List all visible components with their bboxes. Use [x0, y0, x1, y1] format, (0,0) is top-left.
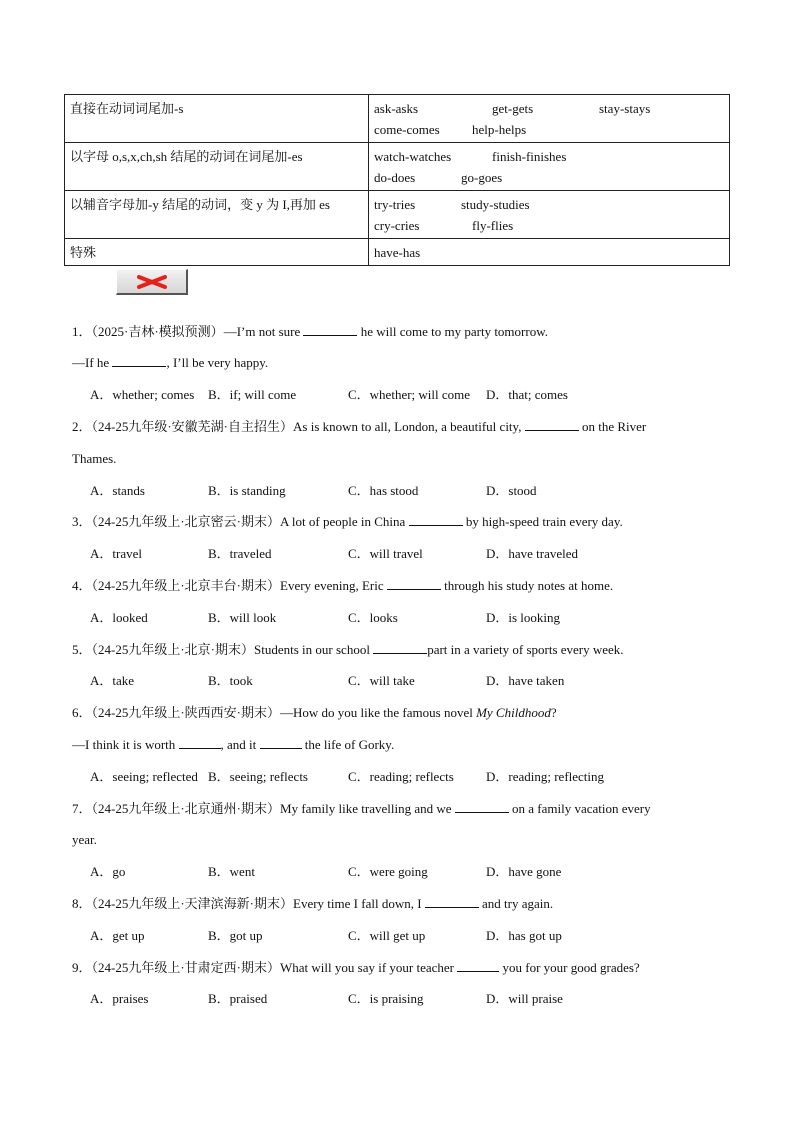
examples-cell [369, 143, 730, 191]
question-number: 8． [72, 896, 92, 911]
question-source: （24-25九年级·安徽芜湖·自主招生） [91, 419, 294, 434]
example-line [374, 119, 724, 140]
example: cry-cries [374, 218, 420, 233]
option-b[interactable]: B．is standing [208, 483, 286, 498]
answer-blank [525, 417, 579, 431]
answer-blank [457, 958, 499, 972]
option-a[interactable]: A．looked [90, 610, 148, 625]
question-text: through his study notes at home. [444, 578, 614, 593]
question-text: the life of Gorky. [304, 737, 395, 752]
question-text: , I’ll be very happy. [166, 355, 269, 370]
option-d[interactable]: D．stood [486, 483, 537, 498]
question-source: （24-25九年级上·北京通州·期末） [91, 801, 281, 816]
question-number: 1． [72, 324, 92, 339]
question-text: Every evening, Eric [280, 578, 384, 593]
answer-blank [409, 512, 463, 526]
option-d[interactable]: D．have taken [486, 673, 565, 688]
question-text: —I’m not sure [223, 324, 301, 339]
broken-image-placeholder [116, 269, 188, 295]
question-source: （24-25九年级上·陕西西安·期末） [91, 705, 281, 720]
question-number: 2． [72, 419, 92, 434]
example-line [374, 167, 724, 188]
option-b[interactable]: B．got up [208, 928, 263, 943]
option-d[interactable]: D．that; comes [486, 387, 568, 402]
question-source: （24-25九年级上·北京密云·期末） [91, 514, 281, 529]
option-c[interactable]: C．looks [348, 610, 398, 625]
question-source: （24-25九年级上·天津滨海新·期末） [91, 896, 294, 911]
examples-cell [369, 239, 730, 266]
question-text: Every time I fall down, I [293, 896, 422, 911]
rule-cell: 以辅音字母加-y 结尾的动词，变 y 为 I,再加 es [65, 191, 369, 239]
option-b[interactable]: B．if; will come [208, 387, 297, 402]
option-a[interactable]: A．seeing; reflected [90, 769, 198, 784]
examples-cell [369, 191, 730, 239]
verb-rules-table [64, 94, 730, 266]
question-5 [72, 640, 722, 660]
question-6-line2 [72, 735, 722, 755]
question-text: , and it [220, 737, 257, 752]
question-7-line2 [72, 830, 722, 850]
table-row [65, 239, 730, 266]
example: help-helps [472, 122, 527, 137]
option-d[interactable]: D．will praise [486, 991, 563, 1006]
example-line [374, 98, 724, 119]
option-c[interactable]: C．is praising [348, 991, 424, 1006]
question-text: —How do you like the famous novel [280, 705, 473, 720]
question-number: 7． [72, 801, 92, 816]
question-text: on the River [581, 419, 647, 434]
example: ask-asks [374, 101, 419, 116]
option-b[interactable]: B．went [208, 864, 255, 879]
example-line [374, 194, 724, 215]
option-c[interactable]: C．will take [348, 673, 415, 688]
answer-blank [112, 353, 166, 367]
question-2-line2 [72, 449, 722, 469]
question-text: he will come to my party tomorrow. [360, 324, 548, 339]
example: stay-stays [599, 101, 651, 116]
question-text: part in a variety of sports every week. [427, 642, 624, 657]
option-a[interactable]: A．go [90, 864, 126, 879]
question-4 [72, 576, 722, 596]
answer-blank [387, 576, 441, 590]
question-6 [72, 703, 722, 723]
option-a[interactable]: A．stands [90, 483, 145, 498]
option-b[interactable]: B．took [208, 673, 253, 688]
question-source: （24-25九年级上·北京·期末） [91, 642, 255, 657]
example: fly-flies [472, 218, 514, 233]
option-c[interactable]: C．reading; reflects [348, 769, 454, 784]
question-text: —If he [72, 355, 110, 370]
example-line [374, 146, 724, 167]
example: come-comes [374, 122, 440, 137]
example: study-studies [461, 197, 530, 212]
examples-cell [369, 95, 730, 143]
question-text: ? [550, 705, 557, 720]
rule-cell: 特殊 [65, 239, 369, 266]
question-text: Students in our school [254, 642, 370, 657]
question-text: —I think it is worth [72, 737, 176, 752]
option-b[interactable]: B．will look [208, 610, 277, 625]
option-d[interactable]: D．reading; reflecting [486, 769, 605, 784]
example: have-has [374, 245, 421, 260]
option-b[interactable]: B．traveled [208, 546, 272, 561]
question-text: As is known to all, London, a beautiful city, [293, 419, 522, 434]
question-text: and try again. [482, 896, 554, 911]
option-d[interactable]: D．is looking [486, 610, 561, 625]
answer-blank [455, 799, 509, 813]
question-number: 5． [72, 642, 92, 657]
example: get-gets [492, 101, 534, 116]
answer-blank [179, 735, 221, 749]
example: go-goes [461, 170, 503, 185]
option-c[interactable]: C．will get up [348, 928, 426, 943]
question-number: 9． [72, 960, 92, 975]
question-9 [72, 958, 722, 978]
question-text: My family like travelling and we [280, 801, 452, 816]
question-number: 3． [72, 514, 92, 529]
question-text: What will you say if your teacher [280, 960, 455, 975]
option-a[interactable]: A．whether; comes [90, 387, 195, 402]
option-c[interactable]: C．were going [348, 864, 428, 879]
question-source: （2025·吉林·模拟预测） [91, 324, 224, 339]
example: try-tries [374, 197, 416, 212]
novel-title: My Childhood [476, 705, 551, 720]
question-text: you for your good grades? [502, 960, 640, 975]
example: do-does [374, 170, 416, 185]
option-a[interactable]: A．get up [90, 928, 145, 943]
option-d[interactable]: D．have gone [486, 864, 562, 879]
example: finish-finishes [492, 149, 567, 164]
option-a[interactable]: A．travel [90, 546, 142, 561]
table-row [65, 95, 730, 143]
question-1 [72, 322, 722, 342]
table-row [65, 191, 730, 239]
table-row [65, 143, 730, 191]
example: watch-watches [374, 149, 452, 164]
question-2 [72, 417, 722, 437]
question-text: by high-speed train every day. [465, 514, 623, 529]
option-b[interactable]: B．praised [208, 991, 268, 1006]
option-b[interactable]: B．seeing; reflects [208, 769, 308, 784]
answer-blank [373, 640, 427, 654]
question-source: （24-25九年级上·北京丰台·期末） [91, 578, 281, 593]
option-d[interactable]: D．have traveled [486, 546, 579, 561]
question-number: 6． [72, 705, 92, 720]
close-x-icon [133, 275, 171, 289]
answer-blank [425, 894, 479, 908]
option-c[interactable]: C．will travel [348, 546, 423, 561]
option-a[interactable]: A．take [90, 673, 135, 688]
rule-cell: 直接在动词词尾加-s [65, 95, 369, 143]
answer-blank [303, 322, 357, 336]
option-a[interactable]: A．praises [90, 991, 149, 1006]
option-c[interactable]: C．has stood [348, 483, 419, 498]
question-8 [72, 894, 722, 914]
answer-blank [260, 735, 302, 749]
question-source: （24-25九年级上·甘肃定西·期末） [91, 960, 281, 975]
option-c[interactable]: C．whether; will come [348, 387, 471, 402]
example-line [374, 215, 724, 236]
question-text: Thames. [72, 451, 117, 466]
question-text: year. [72, 832, 97, 847]
option-d[interactable]: D．has got up [486, 928, 562, 943]
example-line [374, 242, 724, 263]
question-3 [72, 512, 722, 532]
question-7 [72, 799, 722, 819]
question-text: A lot of people in China [280, 514, 406, 529]
question-number: 4． [72, 578, 92, 593]
rule-cell: 以字母 o,s,x,ch,sh 结尾的动词在词尾加-es [65, 143, 369, 191]
question-1-line2 [72, 353, 722, 373]
question-text: on a family vacation every [512, 801, 651, 816]
